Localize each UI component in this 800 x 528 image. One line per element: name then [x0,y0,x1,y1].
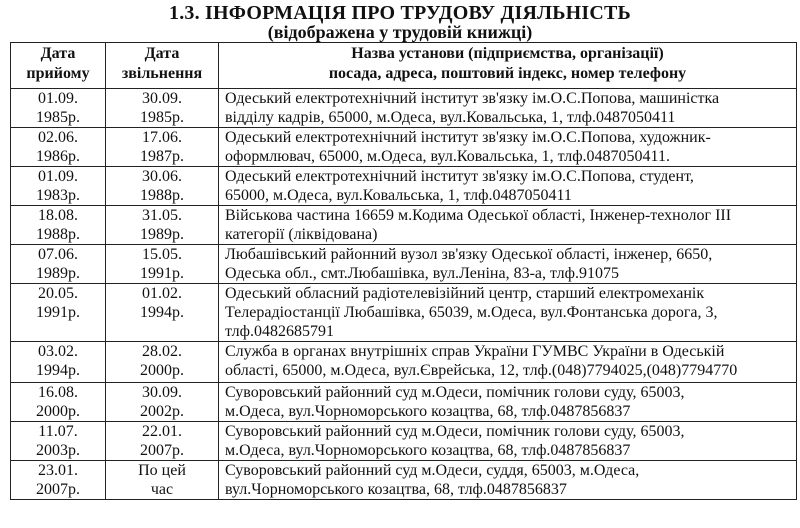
hire-date-line: 03.02. [38,343,78,360]
details-line: Суворовський районний суд м.Одеси, помічник голови суду, 65003, [225,423,685,440]
table-row [11,89,797,128]
header-institution-line2: посада, адреса, поштовий індекс, номер телефону [328,65,687,82]
dismissal-date-line: 30.06. [142,168,182,185]
details-line: м.Одеса, вул.Чорноморського козацтва, 68, тлф.0487856837 [225,403,631,420]
dismissal-date-line: По цей [138,462,186,479]
details-cell [219,89,797,128]
table-row [11,167,797,206]
dismissal-year-line: 2002р. [140,403,184,420]
details-line: тлф.0482685791 [225,323,334,340]
header-dismissal-date [106,43,219,89]
hire-date-line: 23.01. [38,462,78,479]
hire-year-line: 1994р. [36,362,80,379]
header-dismissal-date-line2: звільнення [121,65,203,82]
header-dismissal-date-line1: Дата [144,45,180,62]
header-hire-date-line1: Дата [40,45,76,62]
details-line: 65000, м.Одеса, вул.Ковальська, 1, тлф.0487050411 [225,187,572,204]
hire-date-cell [11,245,106,284]
dismissal-date-cell [106,128,219,167]
hire-date-cell [11,461,106,500]
hire-date-cell [11,206,106,245]
details-line: Любашівський районний вузол зв'язку Одеської області, інженер, 6650, [225,246,713,263]
table-row [11,128,797,167]
table-header-row [11,43,797,89]
hire-date-cell [11,128,106,167]
details-cell [219,342,797,383]
details-line: відділу кадрів, 65000, м.Одеса, вул.Ковальська, 1, тлф.0487050411 [225,109,676,126]
dismissal-year-line: 1994р. [140,304,184,321]
details-cell [219,422,797,461]
details-line: Одеський обласний радіотелевізійний центр, старший електромеханік [225,285,705,302]
dismissal-date-cell [106,245,219,284]
dismissal-date-line: 31.05. [142,207,182,224]
dismissal-year-line: 1985р. [140,109,184,126]
dismissal-date-cell [106,422,219,461]
hire-year-line: 2007р. [36,481,80,498]
details-line: Одеський електротехнічний інститут зв'язку ім.О.С.Попова, художник- [225,129,711,146]
dismissal-year-line: 1989р. [140,226,184,243]
details-line: Одеська обл., смт.Любашівка, вул.Леніна, 83-а, тлф.91075 [225,265,619,282]
hire-date-cell [11,284,106,342]
hire-year-line: 1985р. [36,109,80,126]
hire-date-line: 18.08. [38,207,78,224]
details-line: області, 65000, м.Одеса, вул.Єврейська, 12, тлф.(048)7794025,(048)7794770 [225,362,738,379]
hire-year-line: 1983р. [36,187,80,204]
dismissal-date-cell [106,383,219,422]
dismissal-date-cell [106,89,219,128]
dismissal-date-line: 15.05. [142,246,182,263]
table-row [11,206,797,245]
details-line: Суворовський районний суд м.Одеси, суддя, 65003, м.Одеса, [225,462,640,479]
dismissal-year-line: 1987р. [140,148,184,165]
hire-date-line: 20.05. [38,285,78,302]
header-hire-date-line2: прийому [26,65,90,82]
table-body [11,89,797,500]
dismissal-date-line: 22.01. [142,423,182,440]
details-cell [219,167,797,206]
hire-year-line: 1986р. [36,148,80,165]
hire-date-line: 07.06. [38,246,78,263]
hire-date-line: 01.09. [38,90,78,107]
table-row [11,461,797,500]
details-line: категорії (ліквідована) [225,226,378,243]
dismissal-date-cell [106,206,219,245]
dismissal-year-line: 1988р. [140,187,184,204]
hire-date-line: 01.09. [38,168,78,185]
table-row [11,284,797,342]
dismissal-date-line: 17.06. [142,129,182,146]
hire-date-cell [11,89,106,128]
details-line: Служба в органах внутрішніх справ України ГУМВС України в Одеській [225,343,725,360]
details-cell [219,284,797,342]
details-cell [219,128,797,167]
dismissal-year-line: 2007р. [140,442,184,459]
dismissal-date-cell [106,167,219,206]
hire-date-line: 02.06. [38,129,78,146]
hire-date-cell [11,383,106,422]
details-line: м.Одеса, вул.Чорноморського козацтва, 68, тлф.0487856837 [225,442,631,459]
details-cell [219,461,797,500]
dismissal-date-line: 01.02. [142,285,182,302]
details-cell [219,245,797,284]
employment-history-table [10,42,797,500]
dismissal-date-line: 30.09. [142,90,182,107]
details-line: Одеський електротехнічний інститут зв'язку ім.О.С.Попова, машиністка [225,90,720,107]
dismissal-date-cell [106,461,219,500]
details-line: Військова частина 16659 м.Кодима Одеської області, Інженер-технолог ІІІ [225,207,732,224]
section-subtitle: (відображена у трудовій книжці) [267,22,533,42]
dismissal-year-line: 1991р. [140,265,184,282]
dismissal-date-line: 28.02. [142,343,182,360]
hire-date-cell [11,342,106,383]
details-line: оформлювач, 65000, м.Одеса, вул.Ковальська, 1, тлф.0487050411. [225,148,670,165]
details-line: Суворовський районний суд м.Одеси, помічник голови суду, 65003, [225,384,685,401]
hire-year-line: 1991р. [36,304,80,321]
table-row [11,342,797,383]
hire-year-line: 2003р. [36,442,80,459]
hire-date-cell [11,167,106,206]
table-row [11,383,797,422]
header-institution-line1: Назва установи (підприємства, організації) [351,45,664,62]
details-line: Телерадіостанції Любашівка, 65039, м.Одеса, вул.Фонтанська дорога, 3, [225,304,718,321]
hire-date-line: 11.07. [38,423,78,440]
dismissal-date-cell [106,284,219,342]
section-title: 1.3. ІНФОРМАЦІЯ ПРО ТРУДОВУ ДІЯЛЬНІСТЬ [169,2,631,24]
details-cell [219,383,797,422]
table-row [11,245,797,284]
dismissal-year-line: 2000р. [140,362,184,379]
details-line: вул.Чорноморського козацтва, 68, тлф.0487856837 [225,481,567,498]
details-cell [219,206,797,245]
details-line: Одеський електротехнічний інститут зв'язку ім.О.С.Попова, студент, [225,168,694,185]
hire-date-cell [11,422,106,461]
dismissal-date-cell [106,342,219,383]
hire-year-line: 1989р. [36,265,80,282]
table-row [11,422,797,461]
hire-year-line: 2000р. [36,403,80,420]
header-hire-date [11,43,106,89]
header-institution [219,43,797,89]
hire-year-line: 1988р. [36,226,80,243]
dismissal-year-line: час [150,481,174,498]
dismissal-date-line: 30.09. [142,384,182,401]
hire-date-line: 16.08. [38,384,78,401]
